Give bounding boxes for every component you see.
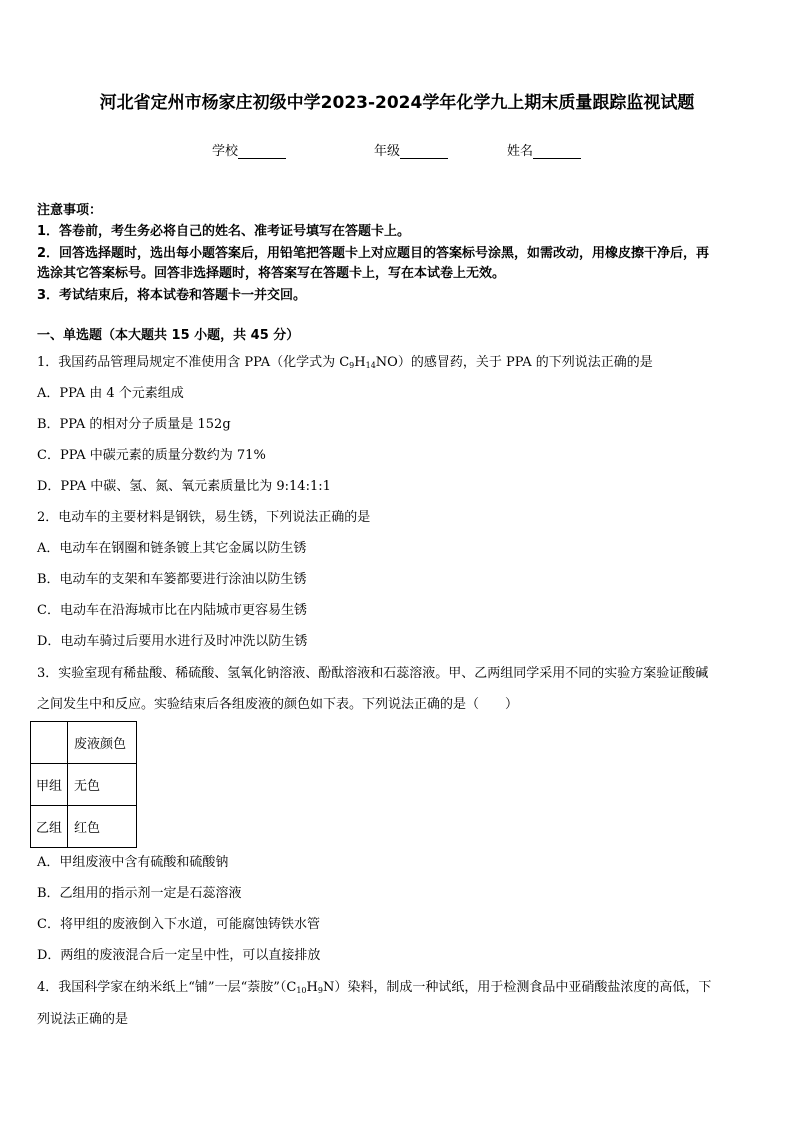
school-field <box>212 140 286 159</box>
question-3-stem-cont: 之间发生中和反应。实验结束后各组废液的颜色如下表。下列说法正确的是（ ） <box>37 697 519 712</box>
table-header-cell: 废液颜色 <box>68 722 137 764</box>
notice-heading: 注意事项： <box>37 203 103 218</box>
waste-color-table <box>30 721 137 848</box>
table-cell: 无色 <box>68 764 137 806</box>
question-4-stem <box>37 978 711 998</box>
page-title: 河北省定州市杨家庄初级中学2023-2024学年化学九上期末质量跟踪监视试题 <box>99 93 695 113</box>
q2-option-c: C．电动车在沿海城市比在内陆城市更容易生锈 <box>37 603 307 618</box>
q1-stem-a: 1．我国药品管理局规定不准使用含 PPA（化学式为 C <box>37 355 350 370</box>
table-cell: 红色 <box>68 806 137 848</box>
q4-stem-a: 4．我国科学家在纳米纸上“铺”一层“萘胺”（C <box>37 980 297 995</box>
question-1-stem <box>37 353 653 373</box>
question-4-stem-cont: 列说法正确的是 <box>37 1012 129 1027</box>
q3-option-b: B．乙组用的指示剂一定是石蕊溶液 <box>37 886 242 901</box>
q4-sub-2: 9 <box>317 986 323 995</box>
name-label: 姓名 <box>507 144 534 159</box>
grade-blank[interactable] <box>400 144 448 159</box>
table-cell: 乙组 <box>31 806 68 848</box>
section-heading: 一、单选题（本大题共 15 小题，共 45 分） <box>37 328 300 343</box>
q4-stem-c: N）染料，制成一种试纸，用于检测食品中亚硝酸盐浓度的高低，下 <box>322 980 712 995</box>
q4-sub-1: 10 <box>296 986 307 995</box>
school-label: 学校 <box>212 144 239 159</box>
q2-option-b: B．电动车的支架和车篓都要进行涂油以防生锈 <box>37 572 307 587</box>
q1-option-b: B．PPA 的相对分子质量是 152g <box>37 417 231 432</box>
q4-stem-b: H <box>306 980 318 995</box>
notice-item: 2．回答选择题时，选出每小题答案后，用铅笔把答题卡上对应题目的答案标号涂黑，如需改动，用橡皮擦干净后，再 <box>37 246 710 261</box>
grade-label: 年级 <box>374 144 401 159</box>
school-blank[interactable] <box>238 144 286 159</box>
question-2-stem: 2．电动车的主要材料是钢铁，易生锈，下列说法正确的是 <box>37 510 371 525</box>
table-header-cell <box>31 722 68 764</box>
q1-option-d: D．PPA 中碳、氢、氮、氧元素质量比为 9:14:1:1 <box>37 479 331 494</box>
name-field <box>507 140 581 159</box>
notice-item: 1．答卷前，考生务必将自己的姓名、准考证号填写在答题卡上。 <box>37 224 411 239</box>
q3-option-d: D．两组的废液混合后一定呈中性，可以直接排放 <box>37 948 321 963</box>
table-cell: 甲组 <box>31 764 68 806</box>
table-header-row <box>31 722 137 764</box>
question-3-stem: 3．实验室现有稀盐酸、稀硫酸、氢氧化钠溶液、酚酞溶液和石蕊溶液。甲、乙两组同学采用不同的实验方案验证酸碱 <box>37 666 709 681</box>
grade-field <box>374 140 448 159</box>
table-row <box>31 806 137 848</box>
q3-option-a: A．甲组废液中含有硫酸和硫酸钠 <box>37 855 229 870</box>
name-blank[interactable] <box>533 144 581 159</box>
table-row <box>31 764 137 806</box>
notice-item: 3．考试结束后，将本试卷和答题卡一并交回。 <box>37 288 307 303</box>
q1-sub-1: 9 <box>349 361 355 370</box>
q1-option-a: A．PPA 由 4 个元素组成 <box>37 386 184 401</box>
q2-option-d: D．电动车骑过后要用水进行及时冲洗以防生锈 <box>37 634 308 649</box>
q3-option-c: C．将甲组的废液倒入下水道，可能腐蚀铸铁水管 <box>37 917 320 932</box>
notice-item: 选涂其它答案标号。回答非选择题时，将答案写在答题卡上，写在本试卷上无效。 <box>37 266 506 281</box>
q1-option-c: C．PPA 中碳元素的质量分数约为 71% <box>37 448 266 463</box>
q2-option-a: A．电动车在钢圈和链条镀上其它金属以防生锈 <box>37 541 307 556</box>
q1-sub-2: 14 <box>365 361 376 370</box>
q1-stem-b: H <box>354 355 366 370</box>
q1-stem-c: NO）的感冒药，关于 PPA 的下列说法正确的是 <box>375 355 653 370</box>
